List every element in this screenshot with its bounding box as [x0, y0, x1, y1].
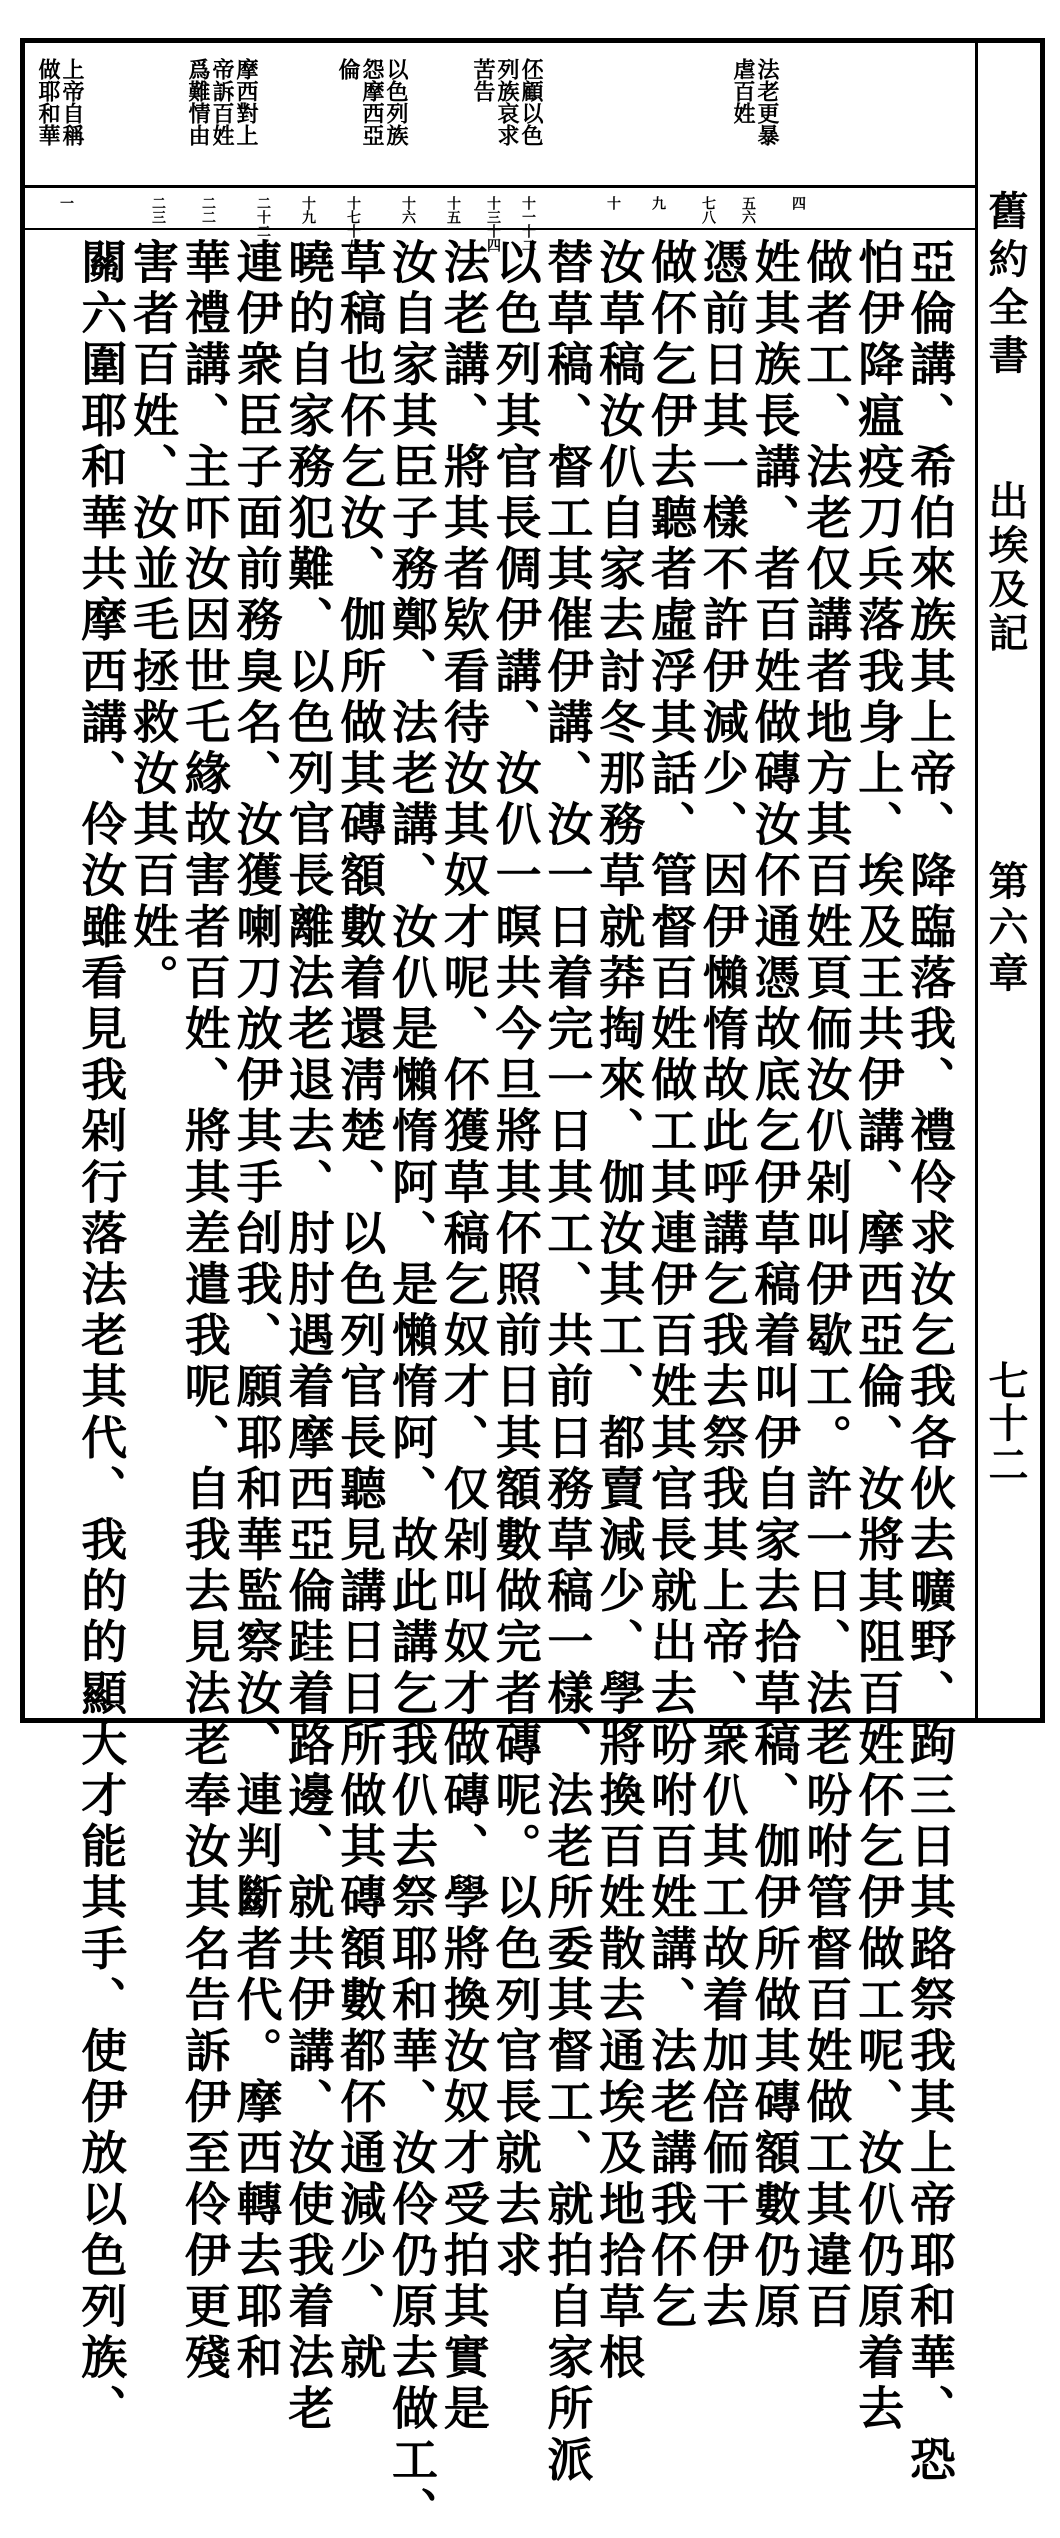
text-column: 曉的自家務犯難、以色列官長離法老退去、肘肘遇着摩西亞倫跬着路邊、就共伊講、汝使我着法老: [281, 238, 336, 2436]
verse-number: 十九: [300, 196, 316, 224]
verse-number: 二十二一: [255, 196, 271, 252]
chapter-label: 第六章: [982, 860, 1028, 998]
verse-number: 十五: [445, 196, 461, 224]
text-column: 法老講、將其者欵看待汝其奴才呢、伓獲草稿乞奴才、仅剁叫奴才做磚、學將換汝奴才受拍其實是: [436, 238, 491, 2436]
verse-number: 十一十二: [520, 196, 536, 252]
text-column: 怕伊降瘟疫刀兵落我身上、埃及王共伊講、摩西亞倫、汝將其阻百姓伓乞伊做工呢、汝仈仍原着去: [851, 238, 906, 2436]
text-column: 以色列其官長倜伊講、汝仈一暝共今旦將其伓照前日其額數做完者磚呢。以色列官長就去求: [488, 238, 543, 2282]
notes-rule: [20, 185, 975, 188]
text-column: 替草稿、督工其催伊講、汝一日着完一日其工、共前日務草稿一樣、法老所委其督工、就拍自家所派: [540, 238, 595, 2487]
verse-number: 十: [605, 196, 621, 210]
text-column: 關六圍耶和華共摩西講、伶汝雖看見我剁行落法老其代、我的的顯大才能其手、使伊放以色列族、: [74, 238, 129, 2436]
verse-number: 十三十四: [485, 196, 501, 252]
text-column: 做者工、法老仅講者地方其百姓頁侕汝仈剁叫伊歇工。許一日、法老吩咐管督百姓做工其違百: [799, 238, 854, 2334]
marginal-note: 上帝自稱做耶和華: [35, 58, 84, 146]
marginal-note: 以色列族怨摩西亞倫: [335, 58, 408, 146]
header-rule: [975, 38, 978, 1723]
verse-number: 十六: [400, 196, 416, 224]
marginal-note: 摩西對上帝訴百姓爲難情由: [185, 58, 258, 146]
marginal-note: 法老更暴虐百姓: [730, 58, 779, 146]
verse-number: 十七十八: [345, 196, 361, 252]
verse-number: 二二: [200, 196, 216, 224]
book-title: 舊約全書: [982, 190, 1028, 382]
verse-number: 四: [790, 196, 806, 210]
marginal-note: 伾顧以色列族哀求苦告: [470, 58, 543, 146]
verse-number: 七八: [700, 196, 716, 224]
text-column: 汝自家其臣子務鄭、法老講、汝仈是懶惰阿、是懶惰阿、故此講乞我仈去祭耶和華、汝伶仍原去做工、: [385, 238, 439, 2538]
verse-number: 五六: [740, 196, 756, 224]
text-column: 做伓乞伊去聽者虛浮其話、管督百姓做工其連伊百姓其官長就出去吩咐百姓講、法老講我伓乞: [644, 238, 698, 2334]
text-column: 汝草稿汝仈自家去討冬那務草就莽掏來、伽汝其工、都賣減少、學將換百姓散去通埃及地拾草根: [592, 238, 647, 2385]
verse-number: 九: [650, 196, 666, 210]
text-column: 害者百姓、汝並毛拯救汝其百姓。: [126, 238, 180, 1005]
text-column: 亞倫講、希伯來族其上帝、降臨落我、禮伶求汝乞我各伙去曠野、跔三日其路祭我其上帝耶和華、恐: [903, 238, 957, 2487]
text-column: 華禮講、主吓汝因世乇緣故害者百姓、將其差遣我呢、自我去見法老奉汝其名告訴伊至伶伊更殘: [177, 238, 232, 2385]
verse-number: 一: [58, 196, 74, 210]
text-column: 姓其族長講、者百姓做磚汝伓通憑故底乞伊草稿着叫伊自家去拾草稿、伽伊所做其磚額數仍原: [747, 238, 802, 2334]
book-name: 出埃及記: [982, 480, 1028, 656]
verse-number: 二三: [150, 196, 166, 224]
page-number: 七十二: [982, 1360, 1028, 1486]
text-column: 憑前日其一樣不許伊減少、因伊懶惰故此呼講乞我去祭我其上帝、衆仈其工故着加倍侕干伊去: [695, 238, 750, 2334]
text-column: 草稿也伓乞汝、伽所做其磚額數着還淸楚、以色列官長聽見講日日所做其磚額數都伓通減少、就: [333, 238, 388, 2385]
text-column: 連伊衆臣子面前務臭名、汝獲喇刀放伊其手刣我、願耶和華監察汝、連判斷者代。摩西轉去耶和: [229, 238, 284, 2385]
